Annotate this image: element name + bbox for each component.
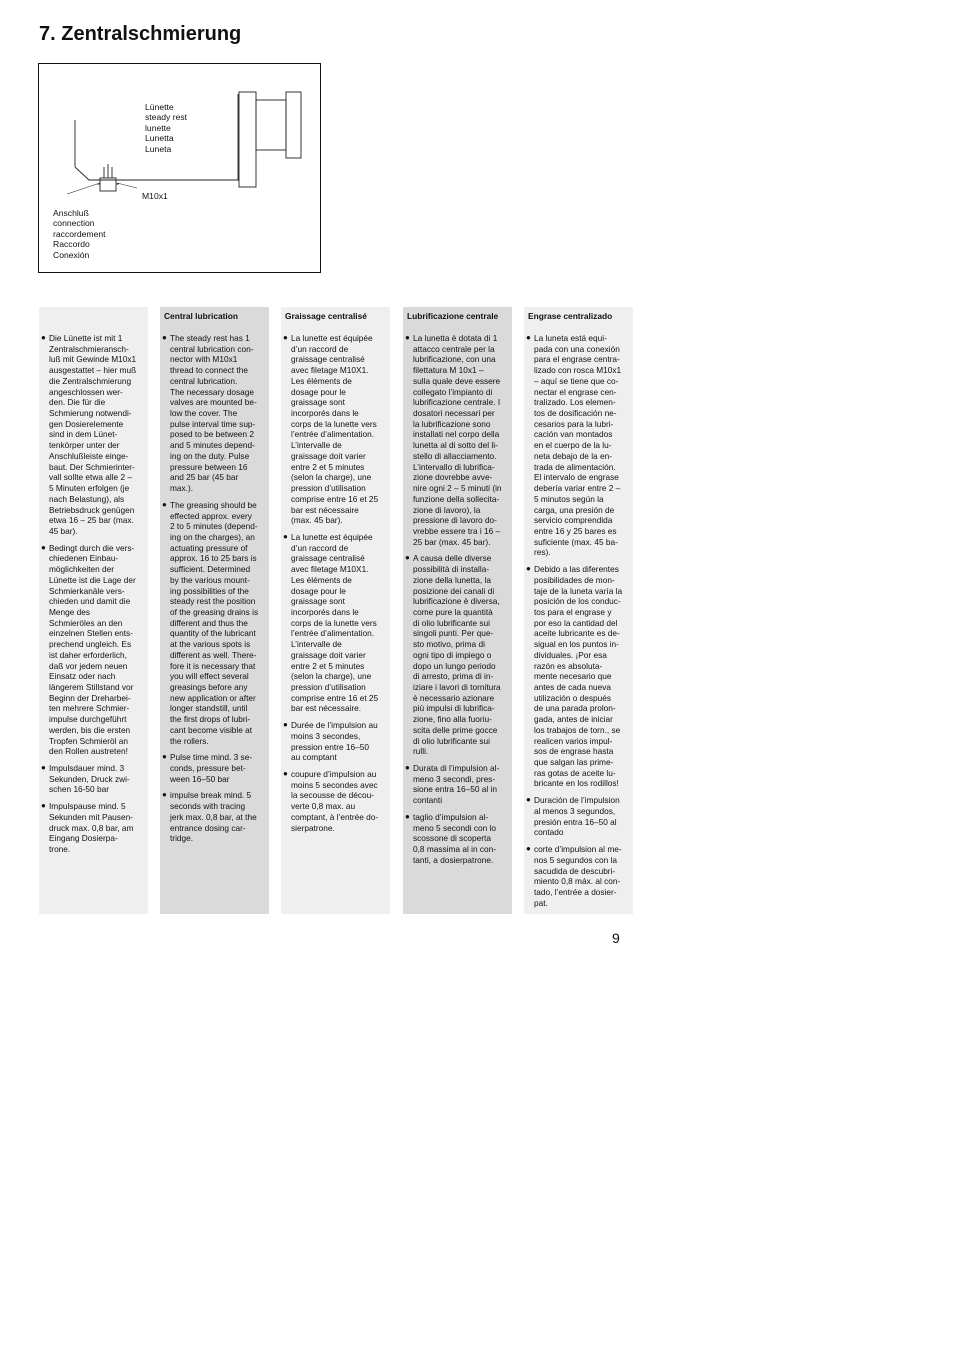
list-item: ● taglio d’impulsion al- meno 5 secondi con lo scossone di scoperta 0,8 massima al in con- tanti, a dosierpatrone.: [405, 811, 497, 865]
bullet-icon: ●: [41, 801, 46, 811]
bullet-icon: ●: [405, 333, 410, 342]
column-english: [160, 307, 269, 914]
bullet-list: [41, 333, 147, 855]
bullet-icon: ●: [526, 844, 531, 854]
page-title: 7. Zentralschmierung: [39, 23, 242, 45]
list-item: ● The steady rest has 1 central lubrication con- nector with M10x1 thread to connect the central lubrication. The necessary dosage valves are mounted be- low the cover. The pulse interval time sup- posed to be between 2 and 5 minutes depend- ing on the duty. Pulse pressure between 16 and 25 bar (45 bar max.).: [162, 333, 257, 494]
bullet-icon: ●: [526, 564, 531, 574]
column-german: [39, 307, 148, 914]
bullet-icon: ●: [283, 769, 288, 779]
column-heading: Lubrificazione centrale: [407, 311, 499, 321]
bullet-list: [526, 333, 632, 908]
list-item: ● Die Lünette ist mit 1 Zentralschmieransch- luß mit Gewinde M10x1 ausgestattet – hier muß die Zentralschmierung angeschlossen wer- den. Die für die Schmierung notwendi- gen Dosierelemente sind in dem Lünet- tenkörper unter der Anschlußleiste einge- baut. Der Schmierinter- vall sollte etwa alle 2 – 5 Minuten erfolgen (je nach Belastung), als Betriebsdruck genügen etwa 16 – 25 bar (max. 45 bar).: [41, 333, 137, 536]
column-heading: Graissage centralisé: [285, 311, 367, 321]
column-heading: [43, 311, 147, 333]
list-item: ● La lunetta è dotata di 1 attacco centrale per la lubrificazione, con una filettatura M 10x1 – sulla quale deve essere collegato l’impianto di lubrificazione centrale. I dosatori necessari per la lubrificazione sono installati nel corpo della lunetta al di sotto del li- stello di allacciamento. L’intervallo di lubrifica- zione dovrebbe avve- nire ogni 2 – 5 minuti (in funzione della sollecita- zione di lavoro), la pressione di lavoro do- vrebbe essere tra i 16 – 25 bar (max. 45 bar).: [405, 333, 502, 547]
lubrication-diagram: [38, 63, 321, 273]
list-item: ● Pulse time mind. 3 se- conds, pressure bet- ween 16–50 bar: [162, 752, 253, 784]
bullet-icon: ●: [41, 763, 46, 773]
list-item: ● La lunette est équipée d’un raccord de graissage centralisé avec filetage M10X1. Les éléments de dosage pour le graissage sont incorporés dans le corps de la lunette vers l’entrée d’alimentation. L’intervalle de graissage doit varier entre 2 et 5 minutes (selon la charge), une pression d’utilisation comprise entre 16 et 25 bar est nécessaire.: [283, 531, 379, 714]
list-item: ● The greasing should be effected approx. every 2 to 5 minutes (depend- ing on the charges), an actuating pressure of approx. 16 to 25 bars is sufficient. Determined by the various mount- ing possibilities of the steady rest the position of the greasing drains is different and thus the quantity of the lubricant at the various spots is different as well. There- fore it is necessary that you will effect several greasings before any new application or after longer standstill, until the first drops of lubri- cant become visible at the rollers.: [162, 499, 259, 746]
bullet-icon: ●: [526, 795, 531, 805]
bullet-icon: ●: [405, 553, 410, 563]
list-item: ● Debido a las diferentes posibilidades de mon- taje de la luneta varía la posición de los conduc- tos para el engrase y por eso la cantidad del aceite lubricante es de- sigual en los puntos in- dividuales. ¡Por esa razón es absoluta- mente necesario que antes de cada nueva utilización o después de una parada prolon- gada, antes de iniciar los trabajos de torn., se realicen varios impul- sos de engrase hasta que salgan las prime- ras gotas de aceite lu- bricante en los rodillos!: [526, 564, 623, 789]
list-item: ● coupure d’impulsion au moins 5 secondes avec la secousse de décou- verte 0,8 max. au comptant, à l’entrée do- sierpatrone.: [283, 769, 379, 833]
bullet-icon: ●: [283, 333, 288, 342]
column-heading: Central lubrication: [164, 311, 238, 321]
list-item: ● impulse break mind. 5 seconds with tracing jerk max. 0,8 bar, at the entrance dosing car- tridge.: [162, 790, 257, 844]
bullet-icon: ●: [405, 811, 410, 821]
bullet-icon: ●: [162, 333, 167, 342]
list-item: ● Durata di l’impulsion al- meno 3 secondi, pres- sione entra 16–50 al in contanti: [405, 763, 500, 806]
bullet-icon: ●: [41, 333, 46, 342]
bullet-icon: ●: [41, 542, 46, 552]
steady-rest-label: Lünette steady rest lunette Lunetta Luneta: [145, 102, 188, 154]
column-heading: Engrase centralizado: [528, 311, 613, 321]
bullet-icon: ●: [283, 720, 288, 730]
bullet-icon: ●: [283, 531, 288, 541]
list-item: ● La lunette est équipée d’un raccord de graissage centralisé avec filetage M10X1. Les éléments de dosage pour le graissage sont incorporés dans le corps de la lunette vers l’entrée d’alimentation. L’intervalle de graissage doit varier entre 2 et 5 minutes (selon la charge), une pression d’utilisation comprise entre 16 et 25 bar est nécessaire (max. 45 bar).: [283, 333, 379, 526]
connection-label: Anschluß connection raccordement Raccordo Conexión: [53, 208, 106, 260]
page-number: 9: [612, 930, 620, 946]
list-item: ● corte d’impulsion al me- nos 5 segundos con la sacudida de descubri- miento 0,8 máx. al con- tado, l’entrée a dosier- pat.: [526, 844, 622, 908]
column-spanish: [524, 307, 633, 914]
bullet-icon: ●: [162, 499, 167, 509]
list-item: ● Durée de l’impulsion au moins 3 secondes, pression entre 16–50 au comptant: [283, 720, 378, 763]
bullet-icon: ●: [405, 763, 410, 773]
bullet-list: [162, 333, 268, 844]
bullet-icon: ●: [162, 752, 167, 762]
column-french: [281, 307, 390, 914]
bullet-icon: ●: [526, 333, 531, 342]
list-item: ● Duración de l’impulsion al menos 3 segundos, presión entra 16–50 al contado: [526, 795, 620, 838]
list-item: ● Impulspause mind. 5 Sekunden mit Pausen- druck max. 0,8 bar, am Eingang Dosierpa- trone.: [41, 801, 134, 855]
list-item: ● A causa delle diverse possibilità di installa- zione della lunetta, la posizione dei canali di lubrificazione è diversa, come pure la quantità di olio lubrificante sui singoli punti. Per que- sto motivo, prima di ogni tipo di impiego o dopo un lungo periodo di arresto, prima di in- iziare i lavori di tornitura è necessario azionare più impulsi di lubrifica- zione, fino alla fuoriu- scita delle prime gocce di olio lubrificante sui rulli.: [405, 553, 501, 757]
column-italian: [403, 307, 512, 914]
bullet-list: [283, 333, 389, 833]
list-item: ● Bedingt durch die vers- chiedenen Einbau- möglichkeiten der Lünette ist die Lage der Schmierkanäle vers- chieden und damit die Menge des Schmieröles an den einzelnen Stellen ents- prechend ungleich. Es ist daher erforderlich, daß vor jedem neuen Einsatz oder nach längerem Stillstand vor Beginn der Dreharbei- ten mehrere Schmier- impulse durchgeführt werden, bis die ersten Tropfen Schmieröl an den Rollen austreten!: [41, 542, 136, 757]
list-item: ● La luneta está equi- pada con una conexión para el engrase centra- lizado con rosca M10x1 – aquí se tiene que co- nectar el engrase cen- tralizado. Los elemen- tos de dosificación ne- cesarios para la lubri- cación van montados en el cuerpo de la lu- neta debajo de la en- trada de alimentación. El intervalo de engrase debería variar entre 2 – 5 minutos según la carga, una presión de servicio comprendida entre 16 y 25 bares es suficiente (max. 45 ba- res).: [526, 333, 622, 558]
bullet-icon: ●: [162, 790, 167, 800]
bullet-list: [405, 333, 511, 866]
thread-label: M10x1: [142, 191, 168, 201]
list-item: ● Impulsdauer mind. 3 Sekunden, Druck zwi- schen 16-50 bar: [41, 763, 130, 795]
